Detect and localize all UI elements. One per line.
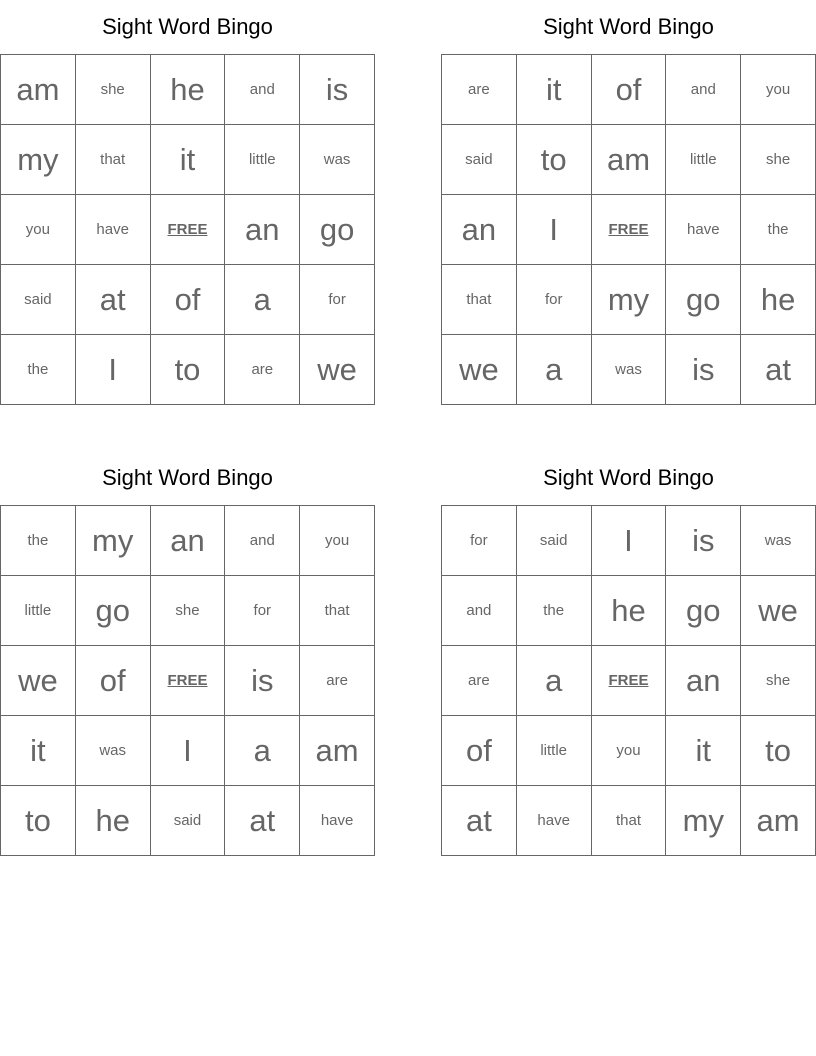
word-cell: my <box>666 786 741 856</box>
word-cell: he <box>151 55 226 125</box>
word-cell: was <box>300 125 375 195</box>
word-cell: and <box>225 55 300 125</box>
word-cell: at <box>76 265 151 335</box>
word-cell: that <box>76 125 151 195</box>
word-cell: for <box>225 576 300 646</box>
word-cell: am <box>741 786 816 856</box>
word-cell: and <box>666 55 741 125</box>
word-cell: little <box>517 716 592 786</box>
word-cell: are <box>442 55 517 125</box>
word-cell: is <box>225 646 300 716</box>
word-cell: an <box>151 506 226 576</box>
word-cell: are <box>225 335 300 405</box>
word-cell: is <box>666 506 741 576</box>
word-cell: little <box>1 576 76 646</box>
word-cell: it <box>1 716 76 786</box>
word-cell: am <box>300 716 375 786</box>
word-cell: a <box>225 716 300 786</box>
word-cell: go <box>666 576 741 646</box>
word-cell: little <box>225 125 300 195</box>
word-cell: she <box>741 125 816 195</box>
bingo-grid <box>0 505 375 856</box>
word-cell: an <box>225 195 300 265</box>
word-cell: is <box>300 55 375 125</box>
bingo-grid <box>441 505 816 856</box>
word-cell: my <box>592 265 667 335</box>
word-cell: at <box>442 786 517 856</box>
bingo-card-2 <box>441 0 816 405</box>
word-cell: am <box>1 55 76 125</box>
bingo-grid <box>441 54 816 405</box>
word-cell: my <box>1 125 76 195</box>
word-cell: go <box>300 195 375 265</box>
word-cell: I <box>151 716 226 786</box>
word-cell: have <box>76 195 151 265</box>
word-cell: a <box>225 265 300 335</box>
word-cell: she <box>741 646 816 716</box>
word-cell: was <box>741 506 816 576</box>
word-cell: at <box>741 335 816 405</box>
word-cell: is <box>666 335 741 405</box>
word-cell: go <box>76 576 151 646</box>
card-title: Sight Word Bingo <box>102 14 273 39</box>
bingo-card-1 <box>0 0 375 405</box>
word-cell: of <box>592 55 667 125</box>
word-cell: I <box>592 506 667 576</box>
word-cell: said <box>1 265 76 335</box>
word-cell: we <box>741 576 816 646</box>
word-cell: you <box>592 716 667 786</box>
word-cell: and <box>442 576 517 646</box>
word-cell: she <box>151 576 226 646</box>
free-space-cell: FREE <box>592 195 667 265</box>
word-cell: the <box>1 335 76 405</box>
word-cell: you <box>300 506 375 576</box>
word-cell: of <box>442 716 517 786</box>
word-cell: that <box>442 265 517 335</box>
word-cell: am <box>592 125 667 195</box>
word-cell: at <box>225 786 300 856</box>
word-cell: that <box>300 576 375 646</box>
word-cell: to <box>1 786 76 856</box>
word-cell: have <box>666 195 741 265</box>
word-cell: a <box>517 335 592 405</box>
word-cell: we <box>1 646 76 716</box>
word-cell: the <box>517 576 592 646</box>
free-space-cell: FREE <box>151 195 226 265</box>
word-cell: an <box>442 195 517 265</box>
word-cell: I <box>76 335 151 405</box>
word-cell: are <box>300 646 375 716</box>
word-cell: to <box>741 716 816 786</box>
word-cell: for <box>300 265 375 335</box>
word-cell: of <box>151 265 226 335</box>
word-cell: she <box>76 55 151 125</box>
bingo-grid <box>0 54 375 405</box>
word-cell: my <box>76 506 151 576</box>
word-cell: we <box>300 335 375 405</box>
word-cell: to <box>517 125 592 195</box>
bingo-card-4 <box>441 451 816 856</box>
bingo-card-3 <box>0 451 375 856</box>
word-cell: it <box>517 55 592 125</box>
free-space-cell: FREE <box>592 646 667 716</box>
word-cell: an <box>666 646 741 716</box>
word-cell: he <box>741 265 816 335</box>
word-cell: a <box>517 646 592 716</box>
word-cell: the <box>741 195 816 265</box>
word-cell: and <box>225 506 300 576</box>
card-title: Sight Word Bingo <box>543 14 714 39</box>
word-cell: you <box>1 195 76 265</box>
card-title: Sight Word Bingo <box>102 465 273 490</box>
word-cell: we <box>442 335 517 405</box>
word-cell: said <box>151 786 226 856</box>
word-cell: for <box>517 265 592 335</box>
word-cell: you <box>741 55 816 125</box>
word-cell: he <box>592 576 667 646</box>
word-cell: to <box>151 335 226 405</box>
word-cell: said <box>517 506 592 576</box>
free-space-cell: FREE <box>151 646 226 716</box>
card-title: Sight Word Bingo <box>543 465 714 490</box>
word-cell: are <box>442 646 517 716</box>
word-cell: he <box>76 786 151 856</box>
word-cell: it <box>151 125 226 195</box>
word-cell: was <box>76 716 151 786</box>
word-cell: that <box>592 786 667 856</box>
word-cell: have <box>300 786 375 856</box>
word-cell: was <box>592 335 667 405</box>
word-cell: the <box>1 506 76 576</box>
word-cell: said <box>442 125 517 195</box>
word-cell: of <box>76 646 151 716</box>
word-cell: little <box>666 125 741 195</box>
word-cell: go <box>666 265 741 335</box>
word-cell: I <box>517 195 592 265</box>
word-cell: have <box>517 786 592 856</box>
word-cell: it <box>666 716 741 786</box>
word-cell: for <box>442 506 517 576</box>
